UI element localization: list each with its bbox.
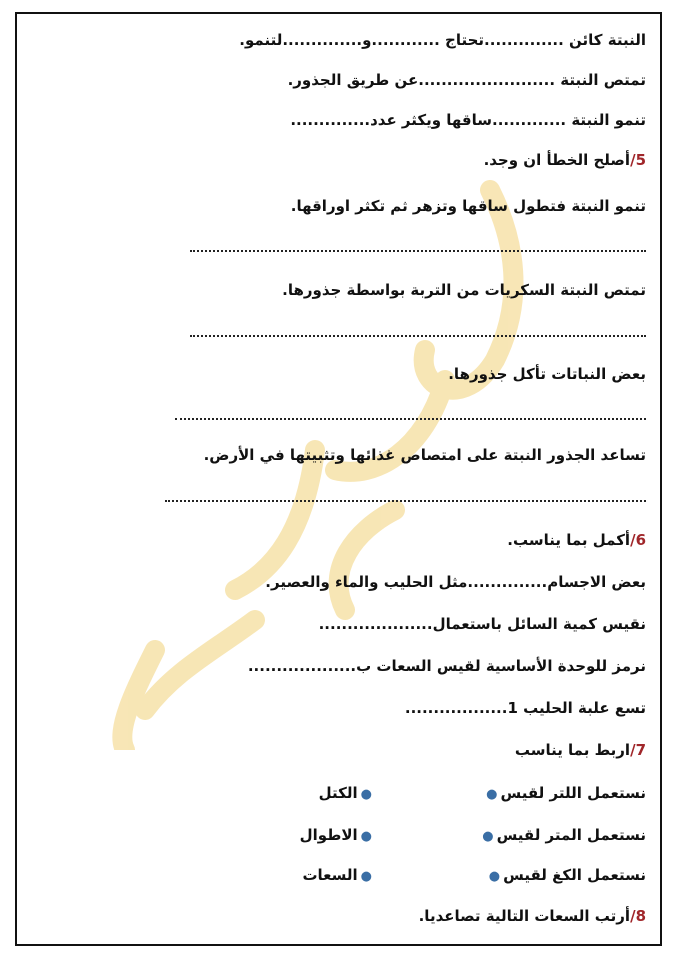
q8-number: 8/ bbox=[630, 907, 646, 925]
match-right-text: الكتل bbox=[318, 784, 358, 802]
answer-line bbox=[165, 498, 646, 502]
match-row bbox=[0, 784, 680, 806]
bullet-icon: ● bbox=[360, 787, 372, 802]
answer-line bbox=[175, 416, 646, 420]
q6-number: 6/ bbox=[630, 531, 646, 549]
q5-number: 5/ bbox=[630, 151, 646, 169]
match-right-text: الاطوال bbox=[299, 826, 358, 844]
match-left-text: نستعمل الكغ لقيس bbox=[503, 866, 646, 884]
match-right-1 bbox=[319, 784, 375, 802]
q7-number: 7/ bbox=[630, 741, 646, 759]
q6-title: أكمل بما يناسب. bbox=[507, 531, 631, 549]
match-left-1 bbox=[483, 784, 646, 802]
q7-title: اربط بما يناسب bbox=[514, 741, 631, 759]
q5-item-3: بعض النباتات تأكل جذورها. bbox=[448, 365, 646, 383]
match-left-3 bbox=[486, 866, 646, 884]
bullet-icon: ● bbox=[360, 869, 372, 884]
match-left-2 bbox=[479, 826, 646, 844]
q6-item-3: نرمز للوحدة الأساسية لقيس السعات ب................... bbox=[247, 657, 646, 675]
q5-item-4: تساعد الجذور النبتة على امتصاص غذائها وتثبيتها في الأرض. bbox=[203, 446, 646, 464]
q6-heading bbox=[507, 530, 646, 550]
answer-line bbox=[190, 248, 646, 252]
q7-heading bbox=[515, 740, 646, 760]
match-right-text: السعات bbox=[302, 866, 358, 884]
q5-item-1: تنمو النبتة فتطول ساقها وتزهر ثم تكثر اوراقها. bbox=[290, 197, 646, 215]
q5-heading bbox=[484, 150, 646, 170]
match-row bbox=[0, 826, 680, 848]
bullet-icon: ● bbox=[482, 829, 494, 844]
bullet-icon: ● bbox=[486, 787, 498, 802]
fill-line-3: تنمو النبتة .............ساقها ويكثر عدد.............. bbox=[290, 111, 646, 129]
q6-item-2: نقيس كمية السائل باستعمال.................... bbox=[318, 615, 646, 633]
bullet-icon: ● bbox=[488, 869, 501, 884]
match-left-text: نستعمل اللتر لقيس bbox=[500, 784, 646, 802]
q6-item-4: تسع علبة الحليب 1.................. bbox=[404, 699, 646, 717]
fill-line-2: تمتص النبتة ........................عن طريق الجذور. bbox=[287, 71, 646, 89]
match-right-2 bbox=[300, 826, 375, 844]
q8-title: أرتب السعات التالية تصاعديا. bbox=[418, 907, 631, 925]
match-left-text: نستعمل المتر لقيس bbox=[496, 826, 646, 844]
q8-heading bbox=[419, 906, 646, 926]
match-right-3 bbox=[302, 866, 375, 884]
q5-title: أصلح الخطأ ان وجد. bbox=[483, 151, 631, 169]
match-row bbox=[0, 866, 680, 888]
q5-item-2: تمتص النبتة السكريات من التربة بواسطة جذورها. bbox=[282, 281, 646, 299]
fill-line-1: النبتة كائن ..............تحتاج ............و..............لتنمو. bbox=[239, 31, 646, 49]
answer-line bbox=[190, 333, 646, 337]
bullet-icon: ● bbox=[360, 829, 372, 844]
q6-item-1: بعض الاجسام..............مثل الحليب والماء والعصير. bbox=[265, 573, 646, 591]
